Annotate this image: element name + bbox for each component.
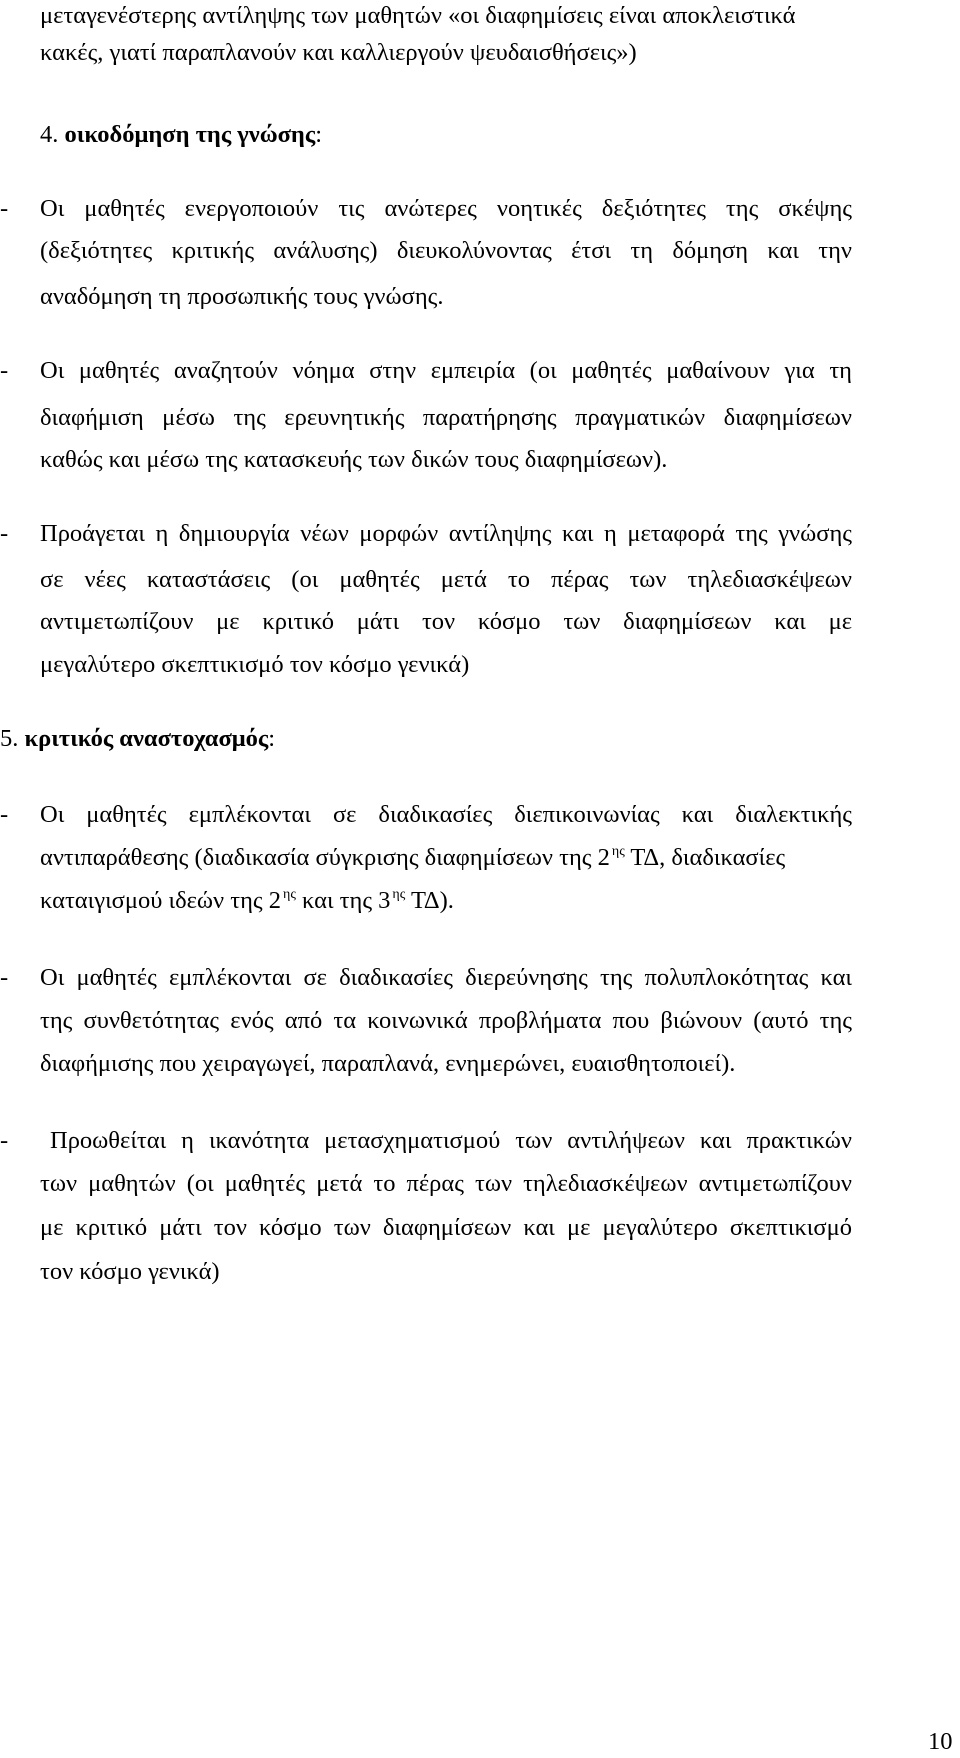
ordinal-suffix: ης <box>611 844 625 859</box>
intro-text-2: κακές, γιατί παραπλανούν και καλλιεργούν ψευδαισθήσεις») <box>40 39 637 66</box>
section-5-bullet-1-line-2 <box>40 843 852 873</box>
line-3-text-c: ΤΔ). <box>405 887 454 914</box>
section-5-bullet-1-line-1: Οι μαθητές εμπλέκονται σε διαδικασίες διεπικοινωνίας και διαλεκτικής <box>40 801 852 828</box>
section-5-bullet-3-line-4: τον κόσμο γενικά) <box>40 1258 220 1285</box>
section-4-bullet-1-line-3: αναδόμηση τη προσωπικής τους γνώσης. <box>40 283 444 310</box>
section-4-bullet-2-line-2: διαφήμιση μέσω της ερευνητικής παρατήρησης πραγματικών διαφημίσεων <box>40 404 852 431</box>
bullet-dash: - <box>0 195 9 222</box>
section-4-bullet-3-line-4: μεγαλύτερο σκεπτικισμό τον κόσμο γενικά) <box>40 651 470 678</box>
section-5-colon: : <box>268 725 276 752</box>
section-5-number: 5. <box>0 725 19 752</box>
line-3-text-b: και της 3 <box>295 887 391 914</box>
line-2-text-a: αντιπαράθεσης (διαδικασία σύγκρισης διαφημίσεων της 2 <box>40 844 610 871</box>
section-4-bullet-3-line-2: σε νέες καταστάσεις (οι μαθητές μετά το πέρας των τηλεδιασκέψεων <box>40 566 852 593</box>
bullet-dash: - <box>0 964 9 991</box>
section-4-colon: : <box>315 121 322 148</box>
line-2-text-b: ΤΔ, διαδικασίες <box>624 844 786 871</box>
bullet-dash: - <box>0 520 9 547</box>
section-5-bullet-3-line-2: των μαθητών (οι μαθητές μετά το πέρας των τηλεδιασκέψεων αντιμετωπίζουν <box>40 1170 852 1197</box>
section-5-bullet-2-line-3: διαφήμισης που χειραγωγεί, παραπλανά, ενημερώνει, ευαισθητοποιεί). <box>40 1050 736 1077</box>
section-4-bullet-2-line-1: Οι μαθητές αναζητούν νόημα στην εμπειρία (οι μαθητές μαθαίνουν για τη <box>40 357 852 384</box>
ordinal-suffix: ης <box>392 887 406 902</box>
intro-line-1 <box>40 1 852 31</box>
bullet-dash: - <box>0 801 9 828</box>
bullet-dash: - <box>0 357 9 384</box>
section-4-number: 4. <box>40 121 59 148</box>
intro-text-1: μεταγενέστερης αντίληψης των μαθητών «οι διαφημίσεις είναι αποκλειστικά <box>40 2 796 29</box>
line-2-part-a <box>40 843 785 873</box>
page-number: 10 <box>928 1728 953 1755</box>
section-4-heading <box>40 120 322 150</box>
section-4-bullet-3-line-1: Προάγεται η δημιουργία νέων μορφών αντίληψης και η μεταφορά της γνώσης <box>40 520 852 547</box>
line-3-text-a: καταιγισμού ιδεών της 2 <box>40 887 281 914</box>
section-5-bullet-3-line-1: Προωθείται η ικανότητα μετασχηματισμού των αντιλήψεων και πρακτικών <box>50 1127 852 1154</box>
section-4-title: οικοδόμηση της γνώσης <box>64 121 316 148</box>
section-5-heading <box>0 724 275 754</box>
section-5-bullet-3-line-3: με κριτικό μάτι τον κόσμο των διαφημίσεων και με μεγαλύτερο σκεπτικισμό <box>40 1214 852 1241</box>
bullet-dash: - <box>0 1127 9 1154</box>
section-5-title: κριτικός αναστοχασμός <box>24 725 269 752</box>
ordinal-suffix: ης <box>283 887 296 902</box>
section-5-bullet-1-line-3 <box>40 886 454 916</box>
section-4-bullet-2-line-3: καθώς και μέσω της κατασκευής των δικών τους διαφημίσεων). <box>40 446 668 473</box>
intro-line-2 <box>40 38 637 68</box>
section-5-bullet-2-line-1: Οι μαθητές εμπλέκονται σε διαδικασίες διερεύνησης της πολυπλοκότητας και <box>40 964 852 991</box>
section-5-bullet-2-line-2: της συνθετότητας ενός από τα κοινωνικά προβλήματα που βιώνουν (αυτό της <box>40 1007 852 1034</box>
section-4-bullet-3-line-3: αντιμετωπίζουν με κριτικό μάτι τον κόσμο των διαφημίσεων και με <box>40 608 852 635</box>
section-4-bullet-1-line-1: Οι μαθητές ενεργοποιούν τις ανώτερες νοητικές δεξιότητες της σκέψης <box>40 195 852 222</box>
section-4-bullet-1-line-2: (δεξιότητες κριτικής ανάλυσης) διευκολύνοντας έτσι τη δόμηση και την <box>40 237 852 264</box>
